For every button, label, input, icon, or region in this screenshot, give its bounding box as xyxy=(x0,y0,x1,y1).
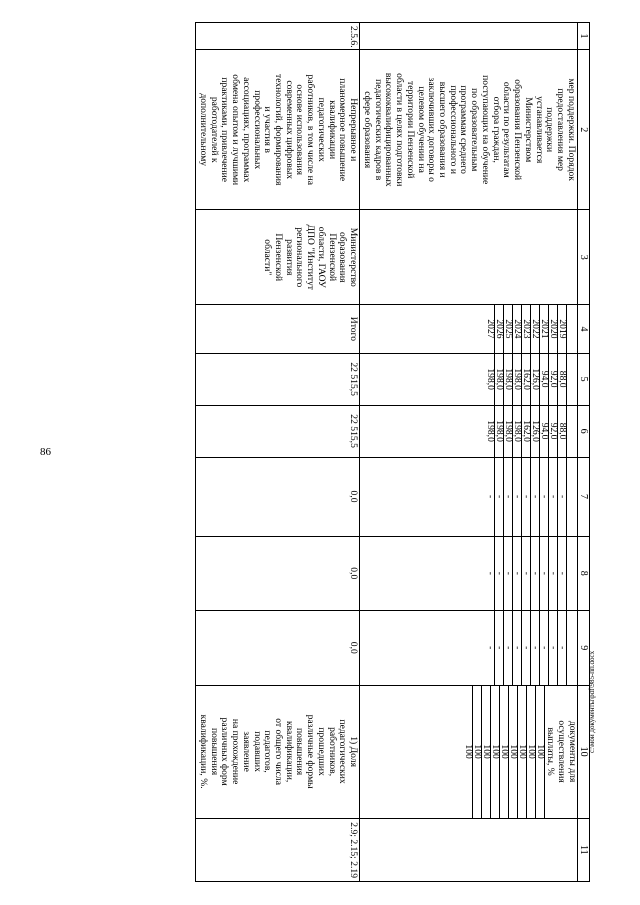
year-value: 2021 xyxy=(539,305,548,353)
reference-cell: 2.9; 2.15; 2.19 xyxy=(196,818,360,881)
indicator-value: 100 xyxy=(464,686,473,818)
text-line: педагогических xyxy=(337,719,349,784)
year-value: 2024 xyxy=(512,305,521,353)
indicator-value: 100 xyxy=(508,686,517,818)
text-line: 1) Доля xyxy=(348,736,360,768)
text-line: различные формы xyxy=(305,714,317,789)
dash-value: - xyxy=(486,537,495,610)
funding-value: 198,0 xyxy=(512,406,521,457)
text-line: регионального xyxy=(294,227,306,288)
dash-value: - xyxy=(557,537,566,610)
year-value: 2027 xyxy=(486,305,495,353)
measure-description xyxy=(360,50,578,210)
column-number: 9 xyxy=(577,611,589,685)
text-line: различных форм xyxy=(219,717,231,786)
text-line: отбора граждан, xyxy=(490,96,502,163)
other-funding-cell: 0,0 xyxy=(196,611,360,685)
year-value: 2023 xyxy=(521,305,530,353)
row-number-cell xyxy=(360,23,578,50)
column-number: 8 xyxy=(577,536,589,610)
text-line: области, ГАОУ xyxy=(315,226,327,288)
column-number: 6 xyxy=(577,405,589,457)
dash-value: - xyxy=(557,611,566,684)
executor-cell xyxy=(360,210,578,305)
text-line: на прохождение xyxy=(230,718,242,785)
funding-value: 92,0 xyxy=(548,406,557,457)
text-line: развития xyxy=(283,239,295,276)
indicator-cell xyxy=(360,685,578,818)
indicator-value: 100 xyxy=(526,686,535,818)
text-line: осуществления xyxy=(556,720,568,783)
funding-value: 198,0 xyxy=(503,406,512,457)
text-line: устанавливается xyxy=(533,96,545,164)
text-line: Непрерывное и xyxy=(348,98,360,162)
text-line: прошедших xyxy=(315,727,327,776)
text-line: работников, в том числе на xyxy=(305,74,317,185)
text-line: от общего числа xyxy=(272,718,284,785)
funding-value: 94,0 xyxy=(539,354,548,405)
year-value: 2026 xyxy=(494,305,503,353)
text-line: области" xyxy=(262,239,274,276)
year-value: 2022 xyxy=(530,305,539,353)
dash-value: - xyxy=(503,537,512,610)
text-line: практиками, привлечение xyxy=(219,77,231,183)
funding-value: 88,0 xyxy=(557,406,566,457)
file-path-footer: c:\мои документы\pdf\985-пп.docx xyxy=(588,650,596,753)
funding-value: 198,0 xyxy=(486,354,495,405)
text-line: квалификации, xyxy=(283,720,295,783)
regional-funding-cell: 22 515,5 xyxy=(196,405,360,457)
reference-cell xyxy=(360,818,578,881)
regional-funding-cell xyxy=(360,405,578,457)
total-funding-cell: 22 515,5 xyxy=(196,353,360,405)
text-line: современных цифровых xyxy=(283,80,295,180)
indicator-value: 100 xyxy=(481,686,490,818)
executor-cell xyxy=(196,210,360,305)
funding-value: 198,0 xyxy=(486,406,495,457)
funding-value: 198,0 xyxy=(494,354,503,405)
text-line: педагогов, xyxy=(262,730,274,773)
text-line: заключивших договоры о xyxy=(426,77,438,182)
funding-value: 126,0 xyxy=(530,406,539,457)
dash-value: - xyxy=(521,458,530,536)
years-cell xyxy=(360,305,578,354)
text-line: технологий, формирования xyxy=(272,74,284,186)
column-number: 3 xyxy=(577,210,589,305)
column-number: 5 xyxy=(577,353,589,405)
text-line: территории Пензенской xyxy=(404,81,416,179)
text-line: Пензенской xyxy=(272,233,284,282)
text-line: ДПО "Институт xyxy=(305,224,317,290)
text-line: квалификации, %. xyxy=(197,714,209,789)
measure-description xyxy=(196,50,360,210)
dash-value: - xyxy=(494,537,503,610)
text-line: по образовательным xyxy=(469,88,481,172)
column-number: 7 xyxy=(577,457,589,536)
indicator-value: 100 xyxy=(517,686,526,818)
local-funding-cell: 0,0 xyxy=(196,536,360,610)
text-line: выплаты, % xyxy=(545,727,557,776)
dash-value: - xyxy=(530,611,539,684)
dash-value: - xyxy=(557,458,566,536)
dash-value: - xyxy=(521,537,530,610)
text-line: повышения xyxy=(208,727,220,776)
dash-value: - xyxy=(521,611,530,684)
text-line: дополнительному xyxy=(197,93,209,167)
text-line: заявление xyxy=(240,731,252,772)
indicator-value: 100 xyxy=(534,744,546,759)
local-funding-cell xyxy=(360,536,578,610)
dash-value: - xyxy=(512,458,521,536)
dash-value: - xyxy=(503,611,512,684)
text-line: обмена опытом и лучшими xyxy=(230,74,242,186)
text-line: образования xyxy=(337,231,349,283)
text-line: педагогических кадров в xyxy=(372,79,384,181)
funding-value: 162,0 xyxy=(521,406,530,457)
text-line: работодателей к xyxy=(208,96,220,163)
other-funding-cell xyxy=(360,611,578,685)
text-line: основе использования xyxy=(294,84,306,176)
text-line: профессиональных xyxy=(251,90,263,170)
text-line: Министерством xyxy=(522,97,534,163)
funding-value: 198,0 xyxy=(494,406,503,457)
total-funding-cell xyxy=(360,353,578,405)
indicator-value: 100 xyxy=(499,686,508,818)
funding-value: 198,0 xyxy=(512,354,521,405)
funding-value: 162,0 xyxy=(521,354,530,405)
text-line: ассоциациях, программах xyxy=(240,77,252,183)
dash-value: - xyxy=(486,458,495,536)
text-line: поступающих на обучение xyxy=(479,75,491,185)
indicator-cell xyxy=(196,685,360,818)
federal-funding-cell: 0,0 xyxy=(196,457,360,536)
text-line: высококвалифицированных xyxy=(383,72,395,187)
dash-value: - xyxy=(530,458,539,536)
dash-value: - xyxy=(548,458,557,536)
text-line: Министерство xyxy=(348,227,360,287)
dash-value: - xyxy=(548,611,557,684)
text-line: мер поддержки. Порядок xyxy=(565,78,577,181)
funding-value: 126,0 xyxy=(530,354,539,405)
dash-value: - xyxy=(512,611,521,684)
text-line: образования Пензенской xyxy=(512,79,524,181)
text-line: работников, xyxy=(326,727,338,777)
page-number: 86 xyxy=(40,446,51,458)
table-row xyxy=(196,23,360,882)
text-line: планомерное повышение xyxy=(337,78,349,182)
column-number: 11 xyxy=(577,818,589,881)
text-line: квалификации xyxy=(326,100,338,160)
column-number: 10 xyxy=(577,685,589,818)
text-line: поддержки xyxy=(544,107,556,153)
federal-funding-cell xyxy=(360,457,578,536)
dash-value: - xyxy=(503,458,512,536)
dash-value: - xyxy=(512,537,521,610)
text-line: профессионального и xyxy=(447,85,459,174)
text-line: подавших xyxy=(251,731,263,772)
row-number-cell: 2.5.6. xyxy=(196,23,360,50)
table-row xyxy=(360,23,578,882)
dash-value: - xyxy=(494,458,503,536)
measures-table xyxy=(195,22,590,882)
text-line: Пензенской xyxy=(326,233,338,282)
text-line: документы для xyxy=(566,720,578,783)
text-line: области по результатам xyxy=(501,81,513,178)
dash-value: - xyxy=(486,611,495,684)
dash-value: - xyxy=(530,537,539,610)
funding-value: 198,0 xyxy=(503,354,512,405)
funding-value: 88,0 xyxy=(557,354,566,405)
funding-value: 92,0 xyxy=(548,354,557,405)
year-value: 2019 xyxy=(557,305,566,353)
column-number: 1 xyxy=(577,23,589,50)
text-line: и участия в xyxy=(262,106,274,153)
dash-value: - xyxy=(539,537,548,610)
year-value: 2020 xyxy=(548,305,557,353)
years-cell: Итого xyxy=(196,305,360,354)
dash-value: - xyxy=(548,537,557,610)
text-line: области в целях подготовки xyxy=(394,73,406,187)
dash-value: - xyxy=(494,611,503,684)
year-value: 2025 xyxy=(503,305,512,353)
column-number: 4 xyxy=(577,305,589,354)
dash-value: - xyxy=(539,611,548,684)
text-line: высшего образования и xyxy=(437,81,448,178)
text-line: сфере образования xyxy=(361,91,373,169)
funding-value: 94,0 xyxy=(539,406,548,457)
indicator-value: 100 xyxy=(490,686,499,818)
text-line: программам среднего xyxy=(458,85,470,174)
text-line: повышения xyxy=(294,727,306,776)
text-line: предоставления мер xyxy=(555,88,567,171)
table-frame xyxy=(90,22,590,882)
column-number: 2 xyxy=(577,50,589,210)
indicator-value: 100 xyxy=(472,686,481,818)
dash-value: - xyxy=(539,458,548,536)
text-line: педагогических xyxy=(315,97,327,162)
text-line: целевом обучении на xyxy=(415,86,427,173)
